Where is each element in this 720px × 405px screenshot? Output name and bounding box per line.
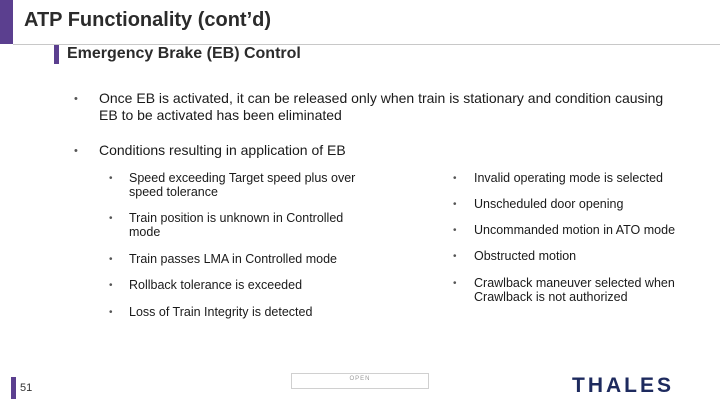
classification-box	[291, 373, 429, 389]
thales-logo: THALES	[572, 374, 674, 397]
condition-item: Train passes LMA in Controlled mode	[129, 252, 337, 266]
sub-bullet-dot: •	[453, 251, 457, 262]
sub-bullet-dot: •	[453, 173, 457, 184]
header-accent-bar	[0, 0, 13, 44]
condition-item: Obstructed motion	[474, 249, 577, 263]
bullet-dot: •	[74, 93, 78, 105]
condition-item: Invalid operating mode is selected	[474, 171, 664, 185]
classification-label: OPEN	[349, 376, 371, 382]
page-number-marker	[11, 377, 16, 399]
condition-item: Speed exceeding Target speed plus over speed tolerance	[129, 171, 356, 199]
sub-bullet-dot: •	[453, 199, 457, 210]
bullet-eb-conditions: Conditions resulting in application of EB	[99, 142, 346, 158]
section-subtitle: Emergency Brake (EB) Control	[67, 45, 301, 62]
bullet-dot: •	[74, 145, 78, 157]
condition-item: Loss of Train Integrity is detected	[129, 305, 313, 319]
sub-bullet-dot: •	[109, 280, 113, 291]
sub-bullet-dot: •	[109, 173, 113, 184]
page-title: ATP Functionality (cont’d)	[24, 9, 272, 31]
condition-item: Train position is unknown in Controlled mode	[129, 211, 344, 239]
sub-bullet-dot: •	[453, 278, 457, 289]
page-number: 51	[20, 382, 33, 394]
sub-bullet-dot: •	[109, 213, 113, 224]
condition-item: Uncommanded motion in ATO mode	[474, 223, 676, 237]
sub-bullet-dot: •	[453, 225, 457, 236]
condition-item: Crawlback maneuver selected when Crawlback is not authorized	[474, 276, 675, 304]
condition-item: Rollback tolerance is exceeded	[129, 278, 303, 292]
sub-bullet-dot: •	[109, 254, 113, 265]
bullet-eb-release: Once EB is activated, it can be released only when train is stationary and condition causing EB to be activated has been eliminated	[99, 90, 664, 123]
condition-item: Unscheduled door opening	[474, 197, 624, 211]
sub-bullet-dot: •	[109, 307, 113, 318]
subtitle-marker	[54, 45, 59, 64]
